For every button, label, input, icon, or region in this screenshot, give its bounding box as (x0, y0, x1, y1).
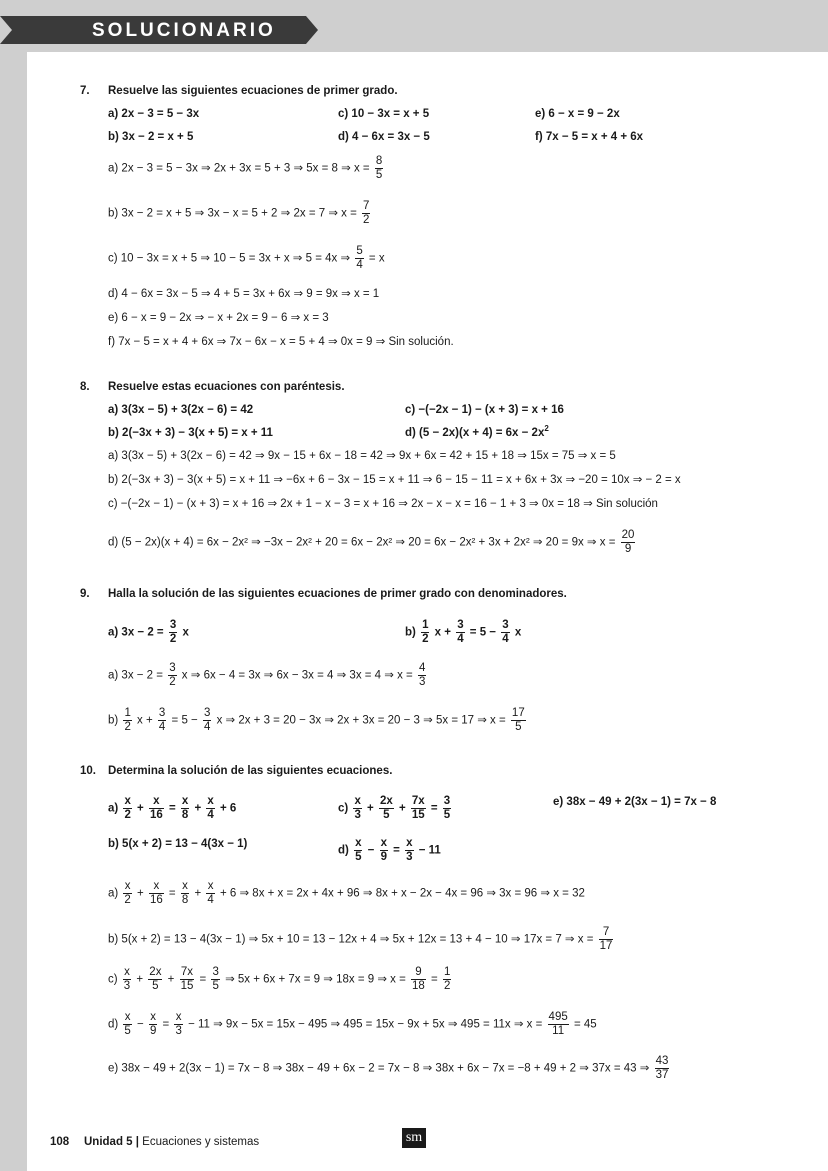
solution-8d (108, 529, 637, 556)
denominator: 16 (149, 894, 163, 906)
equation-8d (405, 426, 549, 440)
denominator: 16 (149, 809, 163, 821)
equation-10c: c) $\frac{x}{3}$ + $\frac{2x}{5}$ + $\frac{7x}{15}$ = $\frac{3}{5}$ (338, 795, 451, 821)
denominator: 9 (149, 1025, 157, 1037)
solution-8a: a) 3(3x − 5) + 3(2x − 6) = 42 ⇒ 9x − 15 + 6x − 18 = 42 ⇒ 9x + 6x = 42 + 15 + 18 ⇒ 15x = 75 ⇒ x = 5 (108, 450, 616, 462)
equation-10d-tail: − 11 (418, 844, 441, 857)
solution-7f: f) 7x − 5 = x + 4 + 6x ⇒ 7x − 6x − x = 5 + 4 ⇒ 0x = 9 ⇒ Sin solución. (108, 336, 454, 348)
fraction (158, 707, 166, 734)
numerator: x (124, 795, 131, 807)
denominator: 2 (422, 633, 429, 645)
fraction (362, 200, 370, 227)
solution-9a-text: a) 3x − 2 = (108, 669, 163, 682)
equation-9b-part: x (514, 626, 522, 639)
numerator: 7 (599, 926, 614, 940)
page-number: 108 (50, 1136, 70, 1148)
numerator: x (150, 1011, 157, 1023)
denominator: 4 (356, 259, 363, 271)
fraction (411, 966, 426, 993)
numerator: x (124, 1011, 131, 1023)
fraction (655, 1055, 670, 1082)
numerator: 7x (180, 966, 194, 978)
numerator: 7x (411, 795, 425, 807)
solution-7d: d) 4 − 6x = 3x − 5 ⇒ 4 + 5 = 3x + 6x ⇒ 9 = 9x ⇒ x = 1 (108, 288, 380, 300)
numerator: x (354, 795, 361, 807)
numerator: 9 (411, 966, 426, 980)
denominator: 4 (203, 721, 211, 733)
solution-10e (108, 1055, 671, 1082)
denominator: 3 (418, 676, 426, 688)
fraction (443, 966, 451, 993)
equation-9a (108, 619, 189, 646)
unit-title: Ecuaciones y sistemas (142, 1136, 260, 1148)
denominator: 5 (383, 809, 390, 821)
fraction (418, 662, 426, 689)
denominator: 9 (624, 543, 632, 555)
denominator: 5 (443, 809, 451, 821)
solution-10b-text: b) 5(x + 2) = 13 − 4(3x − 1) ⇒ 5x + 10 = 13 − 12x + 4 ⇒ 5x + 12x = 13 + 4 − 10 ⇒ 17x = 7 ⇒ x = (108, 933, 594, 946)
numerator: 2x (379, 795, 393, 807)
equation-10c-label: c) (338, 802, 349, 815)
solution-8b: b) 2(−3x + 3) − 3(x + 5) = x + 11 ⇒ −6x + 6 − 3x − 15 = x + 11 ⇒ 6 − 15 − 11 = x + 6x + 3x ⇒ −20 = 10x ⇒ − 2 = x (108, 474, 681, 486)
numerator: 17 (511, 707, 525, 719)
denominator: 4 (207, 809, 214, 821)
solution-10c: c) $\frac{x}{3}$ + $\frac{2x}{5}$ + $\frac{7x}{15}$ = $\frac{3}{5}$ ⇒ 5x + 6x + 7x = 9 ⇒ 18x = 9 ⇒ x = $\frac{9}{18}$ = $\frac{1}{2}$ (108, 966, 451, 992)
numerator: 5 (356, 245, 363, 257)
fraction (456, 619, 464, 646)
denominator: 5 (124, 1025, 131, 1037)
numerator: 3 (212, 966, 219, 978)
equation-8a: a) 3(3x − 5) + 3(2x − 6) = 42 (108, 404, 254, 416)
denominator: 4 (158, 721, 166, 733)
numerator: 7 (363, 200, 370, 212)
fraction (206, 795, 214, 822)
fraction (511, 707, 526, 734)
fraction (149, 795, 164, 822)
denominator: 2 (124, 894, 131, 906)
solution-7b-text: b) 3x − 2 = x + 5 ⇒ 3x − x = 5 + 2 ⇒ 2x = 7 ⇒ x = (108, 207, 357, 220)
numerator: x (355, 837, 362, 849)
fraction (211, 966, 219, 993)
fraction (380, 837, 388, 864)
fraction (174, 1011, 182, 1038)
fraction (599, 926, 614, 953)
fraction (149, 880, 164, 907)
denominator: 18 (412, 980, 425, 992)
numerator: x (175, 1011, 182, 1023)
denominator: 2 (169, 676, 176, 688)
equation-8b: b) 2(−3x + 3) − 3(x + 5) = x + 11 (108, 427, 273, 439)
fraction (355, 245, 363, 272)
denominator: 4 (457, 633, 464, 645)
fraction (181, 795, 189, 822)
equation-9a-text: a) 3x − 2 = (108, 626, 164, 639)
fraction (123, 880, 131, 907)
equation-10e: e) 38x − 49 + 2(3x − 1) = 7x − 8 (553, 796, 717, 808)
numerator: 1 (443, 966, 451, 978)
denominator: 8 (181, 809, 189, 821)
solution-7b (108, 200, 372, 227)
numerator: 4 (418, 662, 426, 674)
equation-9a-tail: x (182, 626, 189, 639)
section-9-title: Halla la solución de las siguientes ecuaciones de primer grado con denominadores. (108, 588, 567, 600)
equation-9b-part: = 5 − (469, 626, 497, 639)
numerator: x (380, 837, 387, 849)
exponent: 2 (544, 424, 549, 434)
fraction (421, 619, 429, 646)
numerator: 3 (158, 707, 166, 719)
equation-7b: b) 3x − 2 = x + 5 (108, 131, 194, 143)
solution-7c-tail: = x (368, 252, 385, 265)
section-7-title: Resuelve las siguientes ecuaciones de primer grado. (108, 85, 398, 97)
denominator: 2 (363, 214, 370, 226)
unit-separator: | (132, 1136, 143, 1148)
section-8-number: 8. (80, 381, 90, 393)
fraction (180, 966, 195, 993)
solution-8d-text: d) (5 − 2x)(x + 4) = 6x − 2x² ⇒ −3x − 2x² + 20 = 6x − 2x² ⇒ 20 = 6x − 2x² + 3x + 2x² ⇒ 20 = 9x ⇒ x = (108, 536, 616, 549)
numerator: 3 (169, 662, 176, 674)
section-9-number: 9. (80, 588, 90, 600)
fraction (375, 155, 383, 182)
fraction (123, 795, 131, 822)
denominator: 17 (599, 940, 613, 952)
solution-7c-text: c) 10 − 3x = x + 5 ⇒ 10 − 5 = 3x + x ⇒ 5 = 4x ⇒ (108, 252, 351, 265)
equation-10b: b) 5(x + 2) = 13 − 4(3x − 1) (108, 838, 248, 850)
equation-7a: a) 2x − 3 = 5 − 3x (108, 108, 200, 120)
denominator: 37 (655, 1069, 669, 1081)
equation-8c: c) −(−2x − 1) − (x + 3) = x + 16 (405, 404, 564, 416)
numerator: 1 (422, 619, 429, 631)
numerator: 20 (621, 529, 635, 541)
equation-7f: f) 7x − 5 = x + 4 + 6x (535, 131, 644, 143)
fraction (123, 966, 131, 993)
fraction (501, 619, 509, 646)
numerator: 3 (169, 619, 177, 631)
solution-10d-result: = 45 (573, 1018, 597, 1031)
numerator: x (149, 795, 164, 809)
denominator: 2 (124, 721, 131, 733)
equation-7e: e) 6 − x = 9 − 2x (535, 108, 620, 120)
solution-7a (108, 155, 385, 182)
denominator: 5 (515, 721, 522, 733)
numerator: x (124, 966, 130, 978)
section-8-title: Resuelve estas ecuaciones con paréntesis. (108, 381, 345, 393)
equation-10a-label: a) (108, 802, 119, 815)
denominator: 3 (354, 809, 361, 821)
numerator: 3 (502, 619, 509, 631)
unit-label: Unidad 5 (84, 1136, 133, 1148)
fraction (169, 619, 177, 646)
fraction (621, 529, 636, 556)
fraction (203, 707, 211, 734)
numerator: x (406, 837, 413, 849)
numerator: x (124, 880, 131, 892)
fraction (148, 966, 162, 993)
denominator: 2 (124, 809, 131, 821)
numerator: 3 (443, 795, 451, 807)
solution-9b-part: x + (137, 714, 153, 727)
fraction (405, 837, 413, 864)
denominator: 9 (380, 851, 387, 863)
fraction (411, 795, 426, 822)
numerator: x (207, 880, 214, 892)
solution-9b-label: b) (108, 714, 119, 727)
denominator: 15 (180, 980, 194, 992)
denominator: 11 (552, 1025, 565, 1037)
solution-10d-text: − 11 ⇒ 9x − 5x = 15x − 495 ⇒ 495 = 15x − 9x + 5x ⇒ 495 = 11x ⇒ x = (188, 1018, 543, 1031)
solution-10c-text: ⇒ 5x + 6x + 7x = 9 ⇒ 18x = 9 ⇒ x = (225, 973, 406, 986)
solution-9a (108, 662, 428, 689)
section-7-number: 7. (80, 85, 90, 97)
left-margin-strip (0, 52, 27, 1171)
solution-9b-part: x ⇒ 2x + 3 = 20 − 3x ⇒ 2x + 3x = 20 − 3 ⇒ 5x = 17 ⇒ x = (216, 714, 506, 727)
numerator: 8 (375, 155, 383, 167)
denominator: 4 (207, 894, 214, 906)
footer-unit (84, 1136, 259, 1148)
fraction (379, 795, 394, 822)
equation-10a: a) $\frac{x}{2}$ + $\frac{x}{16}$ = $\frac{x}{8}$ + $\frac{x}{4}$ + 6 (108, 795, 237, 821)
fraction (443, 795, 451, 822)
equation-10d-label: d) (338, 844, 349, 857)
denominator: 2 (169, 633, 177, 645)
solution-9a-part: x ⇒ 6x − 4 = 3x ⇒ 6x − 3x = 4 ⇒ 3x = 4 ⇒ x = (181, 669, 413, 682)
numerator: 2x (149, 966, 162, 978)
numerator: x (207, 795, 214, 807)
numerator: 1 (124, 707, 131, 719)
equation-7c: c) 10 − 3x = x + 5 (338, 108, 430, 120)
equation-9b-label: b) (405, 626, 416, 639)
numerator: x (182, 880, 188, 892)
denominator: 8 (181, 894, 189, 906)
numerator: x (149, 880, 164, 894)
fraction (181, 880, 189, 907)
numerator: 3 (203, 707, 211, 719)
denominator: 5 (212, 980, 219, 992)
equation-10d: d) $\frac{x}{5}$ − $\frac{x}{9}$ = $\frac{x}{3}$ − 11 (338, 837, 441, 863)
denominator: 5 (375, 169, 383, 181)
solution-10a-text: + 6 ⇒ 8x + x = 2x + 4x + 96 ⇒ 8x + x − 2x − 4x = 96 ⇒ 3x = 96 ⇒ x = 32 (219, 887, 585, 900)
equation-9b (405, 619, 521, 646)
fraction (123, 707, 131, 734)
section-10-title: Determina la solución de las siguientes ecuaciones. (108, 765, 393, 777)
solution-10e-text: e) 38x − 49 + 2(3x − 1) = 7x − 8 ⇒ 38x − 49 + 6x − 2 = 7x − 8 ⇒ 38x + 6x − 7x = −8 + 49 + 2 ⇒ 37x = 43 ⇒ (108, 1062, 650, 1075)
solution-10b (108, 926, 615, 953)
solution-9b (108, 707, 528, 734)
equation-7d: d) 4 − 6x = 3x − 5 (338, 131, 430, 143)
equation-8d-text: d) (5 − 2x)(x + 4) = 6x − 2x (405, 427, 545, 439)
fraction (353, 795, 361, 822)
denominator: 3 (175, 1025, 182, 1037)
numerator: 43 (655, 1055, 669, 1067)
header-title: SOLUCIONARIO (92, 20, 276, 41)
fraction (149, 1011, 157, 1038)
fraction (206, 880, 214, 907)
denominator: 2 (443, 980, 451, 992)
solution-8c: c) −(−2x − 1) − (x + 3) = x + 16 ⇒ 2x + 1 − x − 3 = x + 16 ⇒ 2x − x − x = 16 − 1 + 3 ⇒ 0x = 18 ⇒ Sin solución (108, 498, 658, 510)
denominator: 5 (152, 980, 159, 992)
fraction (123, 1011, 131, 1038)
publisher-logo: sm (402, 1128, 426, 1148)
denominator: 3 (123, 980, 131, 992)
equation-9b-part: x + (434, 626, 451, 639)
solution-9b-part: = 5 − (171, 714, 198, 727)
solution-10a: a) $\frac{x}{2}$ + $\frac{x}{16}$ = $\frac{x}{8}$ + $\frac{x}{4}$ + 6 ⇒ 8x + x = 2x + 4x + 96 ⇒ 8x + x − 2x − 4x = 96 ⇒ 3x = 96 ⇒ x = 32 (108, 880, 585, 906)
denominator: 5 (355, 851, 362, 863)
fraction (168, 662, 176, 689)
numerator: 495 (548, 1011, 568, 1023)
numerator: 3 (457, 619, 464, 631)
solution-7e: e) 6 − x = 9 − 2x ⇒ − x + 2x = 9 − 6 ⇒ x = 3 (108, 312, 329, 324)
solution-7a-text: a) 2x − 3 = 5 − 3x ⇒ 2x + 3x = 5 + 3 ⇒ 5x = 8 ⇒ x = (108, 162, 370, 175)
fraction (548, 1011, 569, 1038)
fraction (354, 837, 362, 864)
section-10-number: 10. (80, 765, 96, 777)
numerator: x (181, 795, 189, 807)
solution-10d: d) $\frac{x}{5}$ − $\frac{x}{9}$ = $\frac{x}{3}$ − 11 ⇒ 9x − 5x = 15x − 495 ⇒ 495 = 15x − 9x + 5x ⇒ 495 = 11x ⇒ x = $\frac{495}{11}$ = 45 (108, 1011, 597, 1037)
denominator: 4 (502, 633, 509, 645)
solution-7c (108, 245, 385, 272)
denominator: 3 (406, 851, 413, 863)
denominator: 15 (411, 809, 425, 821)
